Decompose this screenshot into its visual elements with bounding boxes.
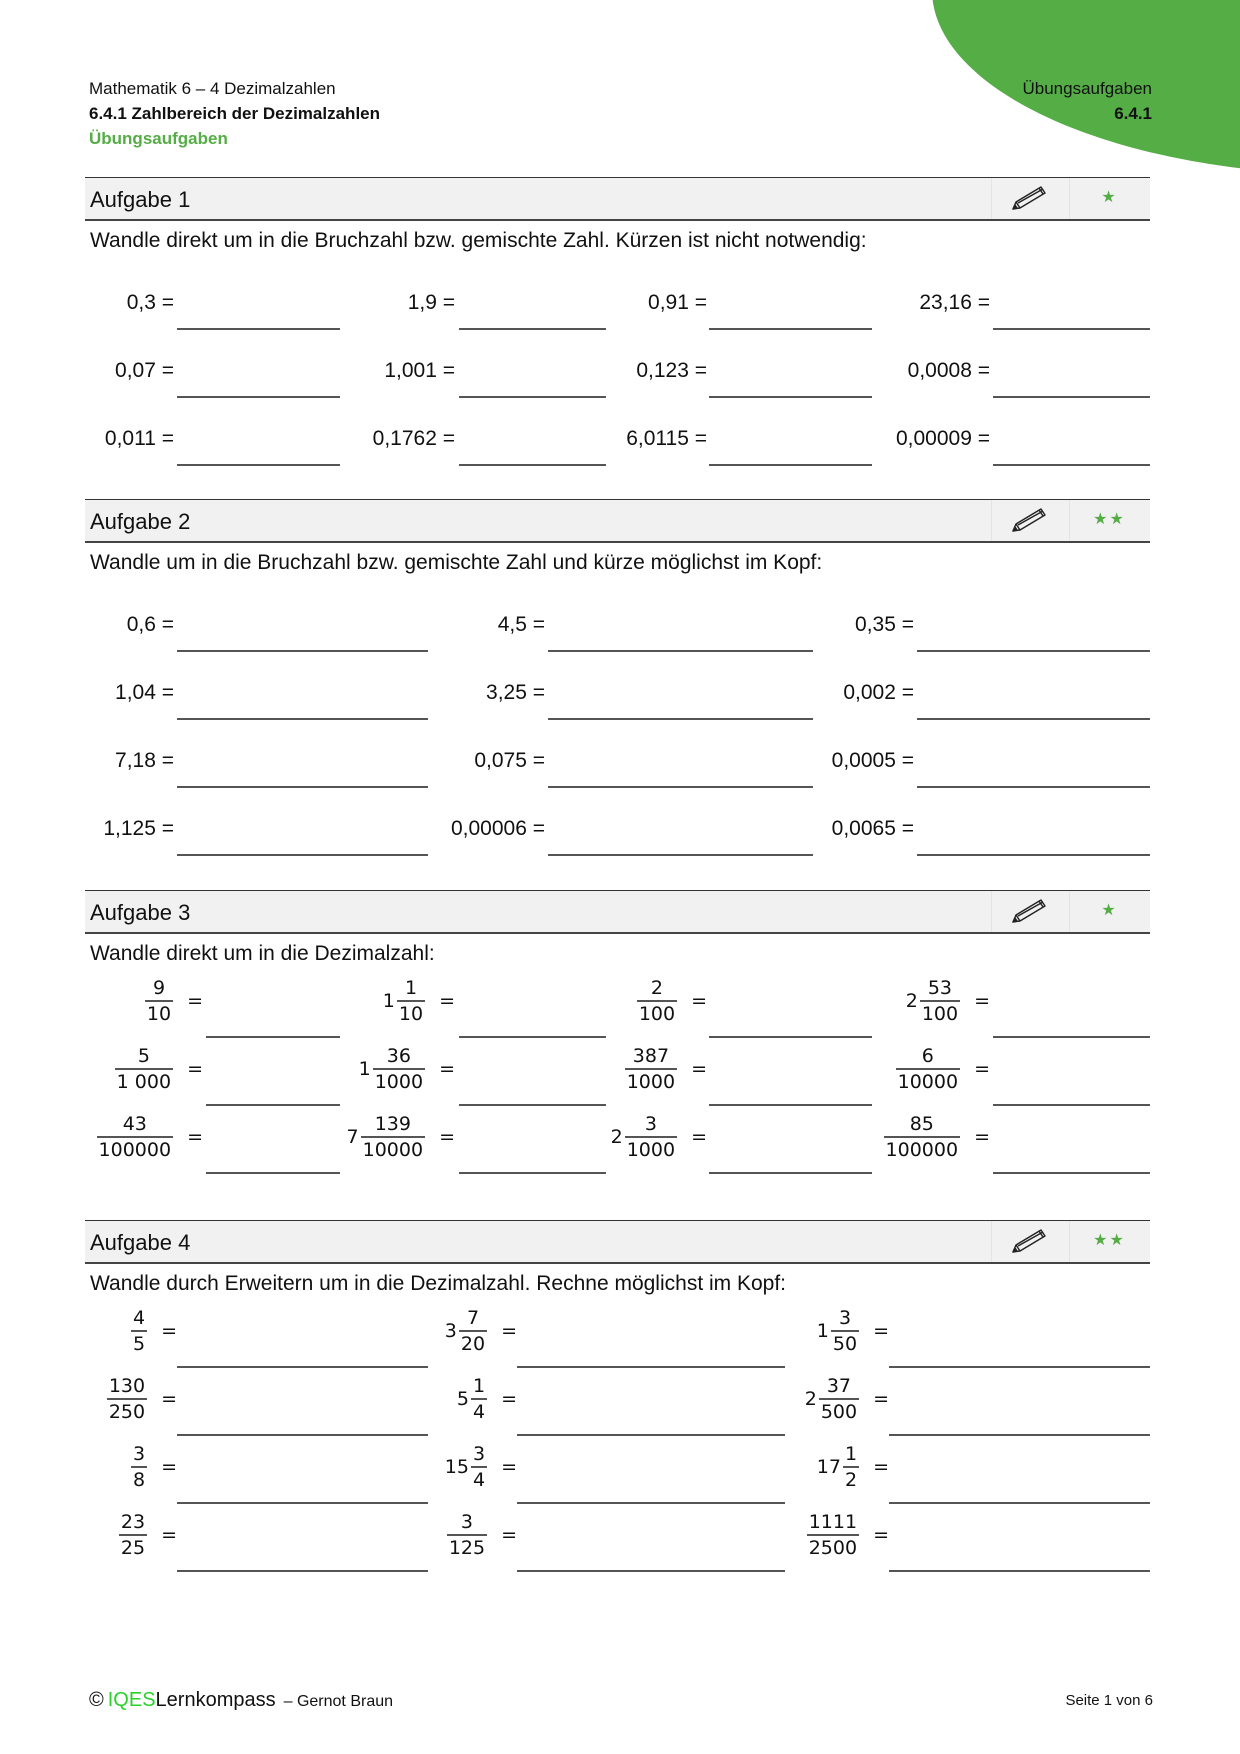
answer-line[interactable] xyxy=(177,1570,428,1572)
equals-sign: = xyxy=(974,1126,990,1148)
fraction xyxy=(896,1044,960,1094)
answer-line[interactable] xyxy=(517,1366,785,1368)
answer-line[interactable] xyxy=(993,464,1150,466)
denominator: 2 xyxy=(843,1466,859,1492)
task-instruction: Wandle direkt um in die Dezimalzahl: xyxy=(90,942,435,965)
whole-part: 17 xyxy=(816,1456,841,1478)
answer-line[interactable] xyxy=(889,1366,1150,1368)
course-title: Mathematik 6 – 4 Dezimalzahlen xyxy=(89,79,336,98)
equals-sign: = xyxy=(161,1320,177,1342)
answer-line[interactable] xyxy=(709,1036,872,1038)
fraction xyxy=(107,1374,147,1424)
denominator: 50 xyxy=(831,1330,859,1356)
numerator: 3 xyxy=(132,1443,146,1465)
exercise-expression xyxy=(97,1112,203,1162)
exercise-expression xyxy=(807,1510,889,1560)
exercise-expression xyxy=(611,1112,707,1162)
exercise-expression: 0,91 = xyxy=(648,291,707,314)
exercise-expression xyxy=(447,1510,517,1560)
exercise-expression: 0,075 = xyxy=(474,749,545,772)
exercise-expression xyxy=(383,976,455,1026)
answer-line[interactable] xyxy=(889,1570,1150,1572)
exercise-expression xyxy=(445,1306,517,1356)
exercise-expression xyxy=(115,1044,203,1094)
equals-sign: = xyxy=(161,1388,177,1410)
denominator: 20 xyxy=(459,1330,487,1356)
pencil-icon xyxy=(1010,184,1050,212)
denominator: 25 xyxy=(119,1534,147,1560)
numerator: 7 xyxy=(466,1307,480,1329)
exercise-expression: 0,0065 = xyxy=(831,817,914,840)
numerator: 3 xyxy=(838,1307,852,1329)
difficulty-star-icon: ★★ xyxy=(1093,1232,1126,1249)
denominator: 250 xyxy=(107,1398,147,1424)
answer-line[interactable] xyxy=(709,328,872,330)
fraction xyxy=(397,976,425,1026)
equals-sign: = xyxy=(691,1058,707,1080)
whole-part: 2 xyxy=(610,1126,623,1148)
exercise-expression: 0,6 = xyxy=(126,613,174,636)
exercise-expression xyxy=(637,976,707,1026)
answer-line[interactable] xyxy=(177,396,340,398)
answer-line[interactable] xyxy=(177,1502,428,1504)
task-header xyxy=(85,177,1150,221)
exercise-expression xyxy=(884,1112,990,1162)
exercise-expression xyxy=(457,1374,517,1424)
exercise-expression: 1,04 = xyxy=(115,681,174,704)
fraction xyxy=(625,1112,677,1162)
whole-part: 3 xyxy=(444,1320,457,1342)
denominator: 125 xyxy=(447,1534,487,1560)
exercise-expression: 7,18 = xyxy=(115,749,174,772)
numerator: 9 xyxy=(152,977,166,999)
numerator: 3 xyxy=(460,1511,473,1533)
denominator: 5 xyxy=(131,1330,147,1356)
exercise-expression: 3,25 = xyxy=(486,681,545,704)
exercise-expression xyxy=(805,1374,889,1424)
task-title: Aufgabe 4 xyxy=(90,1230,191,1255)
equals-sign: = xyxy=(691,1126,707,1148)
brand-lernkompass: Lernkompass xyxy=(155,1689,276,1711)
exercise-expression: 0,00006 = xyxy=(450,817,545,840)
answer-line[interactable] xyxy=(709,1172,872,1174)
denominator: 100000 xyxy=(97,1136,174,1162)
answer-line[interactable] xyxy=(177,854,428,856)
answer-line[interactable] xyxy=(548,786,813,788)
answer-line[interactable] xyxy=(177,786,428,788)
numerator: 36 xyxy=(386,1045,411,1067)
equals-sign: = xyxy=(439,1126,455,1148)
task-1 xyxy=(85,177,1150,450)
exercise-expression xyxy=(896,1044,990,1094)
copyright-icon: © xyxy=(89,1689,104,1711)
denominator: 1000 xyxy=(625,1068,677,1094)
equals-sign: = xyxy=(873,1456,889,1478)
equals-sign: = xyxy=(501,1320,517,1342)
answer-line[interactable] xyxy=(548,718,813,720)
numerator: 85 xyxy=(909,1113,934,1135)
denominator: 2500 xyxy=(807,1534,859,1560)
fraction xyxy=(831,1306,859,1356)
answer-line[interactable] xyxy=(459,328,606,330)
fraction xyxy=(920,976,960,1026)
task-header xyxy=(85,499,1150,543)
numerator: 1 xyxy=(472,1375,486,1397)
exercise-expression xyxy=(906,976,990,1026)
answer-line[interactable] xyxy=(177,328,340,330)
fraction xyxy=(807,1510,859,1560)
answer-line[interactable] xyxy=(709,1104,872,1106)
answer-line[interactable] xyxy=(517,1434,785,1436)
answer-line[interactable] xyxy=(917,650,1150,652)
whole-part: 15 xyxy=(444,1456,469,1478)
answer-line[interactable] xyxy=(917,786,1150,788)
task-title: Aufgabe 1 xyxy=(90,187,191,212)
exercise-expression: 0,011 = xyxy=(104,427,174,450)
answer-line[interactable] xyxy=(177,1366,428,1368)
denominator: 1000 xyxy=(625,1136,677,1162)
answer-line[interactable] xyxy=(459,1172,606,1174)
fraction xyxy=(884,1112,961,1162)
document-header-right xyxy=(1022,76,1152,126)
exercise-expression xyxy=(445,1442,517,1492)
task-3 xyxy=(85,890,1150,1161)
answer-line[interactable] xyxy=(709,464,872,466)
denominator: 4 xyxy=(471,1398,487,1424)
whole-part: 2 xyxy=(905,990,918,1012)
fraction xyxy=(471,1374,487,1424)
task-instruction: Wandle durch Erweitern um in die Dezimalzahl. Rechne möglichst im Kopf: xyxy=(90,1272,787,1295)
numerator: 1 xyxy=(844,1443,858,1465)
exercise-expression xyxy=(131,1442,177,1492)
exercise-expression: 0,0008 = xyxy=(907,359,990,382)
answer-line[interactable] xyxy=(459,1104,606,1106)
equals-sign: = xyxy=(161,1456,177,1478)
equals-sign: = xyxy=(501,1524,517,1546)
numerator: 43 xyxy=(122,1113,147,1135)
author: – Gernot Braun xyxy=(283,1693,394,1710)
whole-part: 5 xyxy=(456,1388,469,1410)
answer-line[interactable] xyxy=(993,1036,1150,1038)
answer-line[interactable] xyxy=(459,396,606,398)
exercise-expression xyxy=(817,1306,889,1356)
equals-sign: = xyxy=(974,1058,990,1080)
exercise-expression: 0,3 = xyxy=(126,291,174,314)
denominator: 10000 xyxy=(896,1068,960,1094)
exercise-expression xyxy=(119,1510,177,1560)
difficulty-star-icon: ★ xyxy=(1101,902,1118,919)
section-type: Übungsaufgaben xyxy=(89,129,228,148)
answer-line[interactable] xyxy=(517,1570,785,1572)
task-header xyxy=(85,1220,1150,1264)
fraction xyxy=(131,1442,147,1492)
exercise-expression: 0,0005 = xyxy=(831,749,914,772)
exercise-expression: 1,9 = xyxy=(407,291,455,314)
equals-sign: = xyxy=(873,1388,889,1410)
exercise-expression: 4,5 = xyxy=(497,613,545,636)
exercise-expression xyxy=(359,1044,455,1094)
exercise-expression: 0,123 = xyxy=(636,359,707,382)
equals-sign: = xyxy=(187,1058,203,1080)
answer-line[interactable] xyxy=(993,1172,1150,1174)
denominator: 10 xyxy=(145,1000,173,1026)
task-title: Aufgabe 2 xyxy=(90,509,191,534)
fraction xyxy=(361,1112,425,1162)
difficulty-star-icon: ★★ xyxy=(1093,511,1126,528)
equals-sign: = xyxy=(161,1524,177,1546)
numerator: 3 xyxy=(644,1113,657,1135)
chapter-title: 6.4.1 Zahlbereich der Dezimalzahlen xyxy=(89,104,381,123)
equals-sign: = xyxy=(187,990,203,1012)
difficulty-star-icon: ★ xyxy=(1101,189,1118,206)
numerator: 139 xyxy=(374,1113,411,1135)
equals-sign: = xyxy=(501,1388,517,1410)
exercise-expression: 0,07 = xyxy=(115,359,174,382)
numerator: 1111 xyxy=(808,1511,858,1533)
answer-line[interactable] xyxy=(548,650,813,652)
section-type-right: Übungsaufgaben xyxy=(1022,79,1152,98)
task-2 xyxy=(85,499,1150,840)
fraction xyxy=(637,976,677,1026)
denominator: 4 xyxy=(471,1466,487,1492)
numerator: 130 xyxy=(108,1375,146,1397)
denominator: 500 xyxy=(819,1398,859,1424)
fraction xyxy=(145,976,173,1026)
fraction xyxy=(447,1510,487,1560)
answer-line[interactable] xyxy=(517,1502,785,1504)
equals-sign: = xyxy=(439,1058,455,1080)
fraction xyxy=(373,1044,425,1094)
denominator: 100 xyxy=(920,1000,960,1026)
whole-part: 1 xyxy=(816,1320,829,1342)
answer-line[interactable] xyxy=(177,1434,428,1436)
fraction xyxy=(119,1510,147,1560)
numerator: 3 xyxy=(472,1443,486,1465)
fraction xyxy=(471,1442,487,1492)
footer xyxy=(89,1689,393,1712)
denominator: 1000 xyxy=(373,1068,425,1094)
page-number: Seite 1 von 6 xyxy=(1065,1692,1153,1709)
task-4 xyxy=(85,1220,1150,1559)
exercise-expression xyxy=(145,976,203,1026)
answer-line[interactable] xyxy=(206,1036,340,1038)
whole-part: 1 xyxy=(358,1058,371,1080)
exercise-expression: 1,001 = xyxy=(384,359,455,382)
task-header xyxy=(85,890,1150,934)
exercise-expression xyxy=(107,1374,177,1424)
whole-part: 2 xyxy=(804,1388,817,1410)
numerator: 2 xyxy=(650,977,663,999)
whole-part: 7 xyxy=(346,1126,359,1148)
denominator: 100 xyxy=(637,1000,677,1026)
exercise-expression: 0,00009 = xyxy=(895,427,990,450)
pencil-icon xyxy=(1010,1227,1050,1255)
exercise-expression: 1,125 = xyxy=(103,817,174,840)
numerator: 1 xyxy=(404,977,418,999)
denominator: 100000 xyxy=(884,1136,961,1162)
task-instruction: Wandle direkt um in die Bruchzahl bzw. gemischte Zahl. Kürzen ist nicht notwendig: xyxy=(90,229,867,252)
answer-line[interactable] xyxy=(459,464,606,466)
exercise-expression xyxy=(625,1044,707,1094)
task-title: Aufgabe 3 xyxy=(90,900,191,925)
whole-part: 1 xyxy=(382,990,395,1012)
pencil-icon xyxy=(1010,897,1050,925)
denominator: 1 000 xyxy=(115,1068,173,1094)
fraction xyxy=(625,1044,677,1094)
answer-line[interactable] xyxy=(993,328,1150,330)
fraction xyxy=(459,1306,487,1356)
exercise-expression: 0,1762 = xyxy=(372,427,455,450)
answer-line[interactable] xyxy=(889,1502,1150,1504)
equals-sign: = xyxy=(501,1456,517,1478)
brand-iqes: IQES xyxy=(107,1689,156,1711)
exercise-expression: 6,0115 = xyxy=(626,427,707,450)
fraction xyxy=(843,1442,859,1492)
task-instruction: Wandle um in die Bruchzahl bzw. gemischte Zahl und kürze möglichst im Kopf: xyxy=(90,551,823,574)
exercise-expression: 0,35 = xyxy=(855,613,914,636)
answer-line[interactable] xyxy=(709,396,872,398)
section-number: 6.4.1 xyxy=(1114,104,1152,123)
numerator: 37 xyxy=(826,1375,852,1397)
numerator: 5 xyxy=(137,1045,150,1067)
answer-line[interactable] xyxy=(917,854,1150,856)
answer-line[interactable] xyxy=(206,1104,340,1106)
equals-sign: = xyxy=(691,990,707,1012)
fraction xyxy=(131,1306,147,1356)
numerator: 387 xyxy=(632,1045,670,1067)
equals-sign: = xyxy=(439,990,455,1012)
exercise-expression xyxy=(817,1442,889,1492)
denominator: 8 xyxy=(131,1466,147,1492)
answer-line[interactable] xyxy=(459,1036,606,1038)
answer-line[interactable] xyxy=(177,464,340,466)
answer-line[interactable] xyxy=(177,718,428,720)
numerator: 53 xyxy=(927,977,953,999)
answer-line[interactable] xyxy=(889,1434,1150,1436)
answer-line[interactable] xyxy=(993,1104,1150,1106)
exercise-expression xyxy=(131,1306,177,1356)
answer-line[interactable] xyxy=(993,396,1150,398)
fraction xyxy=(115,1044,173,1094)
answer-line[interactable] xyxy=(917,718,1150,720)
answer-line[interactable] xyxy=(177,650,428,652)
document-header xyxy=(89,76,380,151)
numerator: 6 xyxy=(921,1045,934,1067)
exercise-expression: 23,16 = xyxy=(919,291,990,314)
equals-sign: = xyxy=(873,1524,889,1546)
pencil-icon xyxy=(1010,506,1050,534)
answer-line[interactable] xyxy=(548,854,813,856)
numerator: 4 xyxy=(132,1307,146,1329)
equals-sign: = xyxy=(974,990,990,1012)
fraction xyxy=(819,1374,859,1424)
exercise-expression: 0,002 = xyxy=(843,681,914,704)
numerator: 23 xyxy=(120,1511,146,1533)
denominator: 10000 xyxy=(361,1136,425,1162)
equals-sign: = xyxy=(187,1126,203,1148)
exercise-expression xyxy=(347,1112,455,1162)
denominator: 10 xyxy=(397,1000,425,1026)
equals-sign: = xyxy=(873,1320,889,1342)
fraction xyxy=(97,1112,174,1162)
answer-line[interactable] xyxy=(206,1172,340,1174)
